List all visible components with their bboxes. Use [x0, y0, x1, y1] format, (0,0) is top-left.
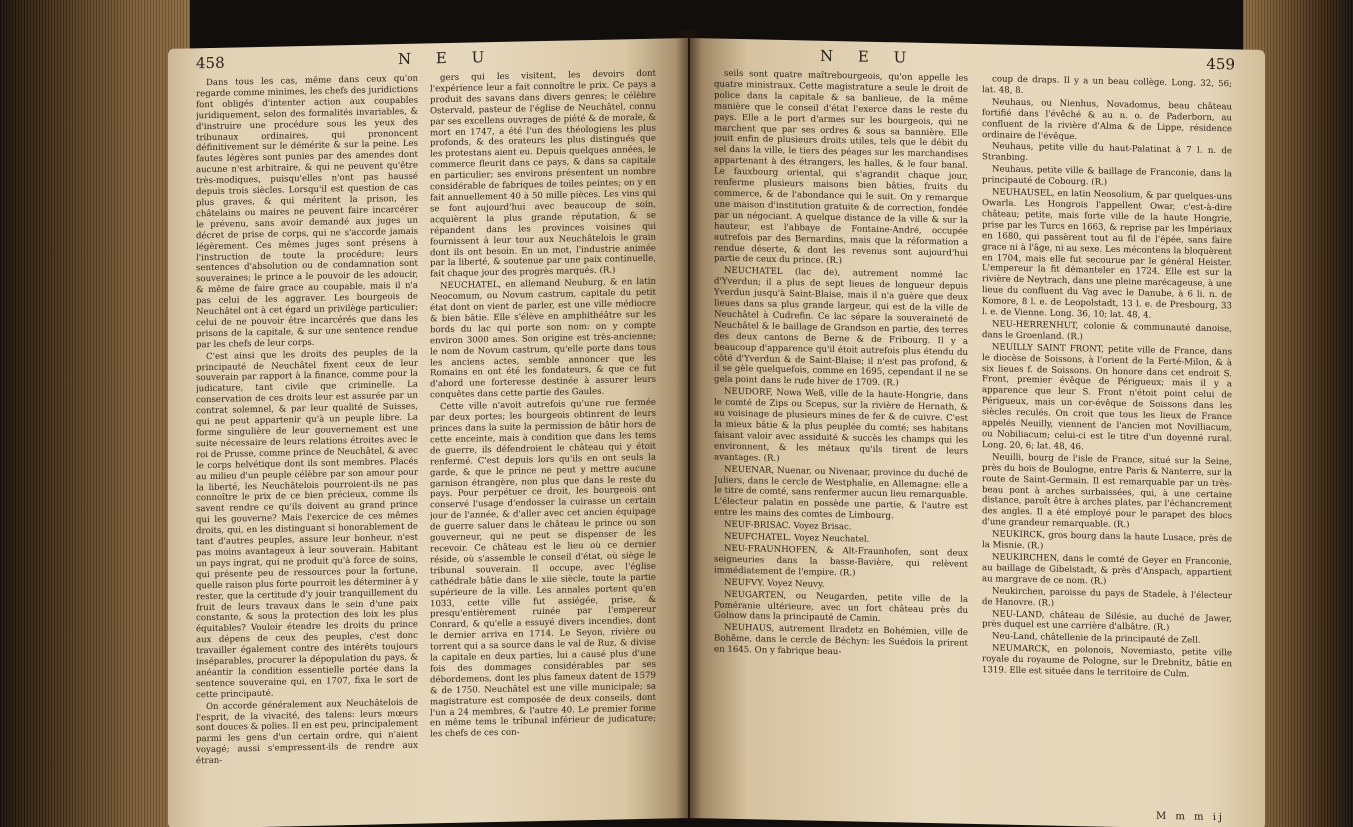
paragraph: C'est ainsi que les droits des peuples de la principauté de Neuchâtel fixent ceux de leur souverain par rapport à la finance, comme pour la judicature, tant civile que criminelle. La conservation de ces droits leur est assurée par un contrat solemnel, & par leur qualité de Suisses, qui ne peut appartenir qu'à un peuple libre. La forme singulière de leur gouvernement est une suite nécessaire de leurs relations étroites avec le roi de Prusse, comme prince de Neuchâtel, & avec le corps helvétique dont ils sont membres. Placés au milieu d'un peuple célèbre par son amour pour la liberté, les Neuchâtelois pourroient-ils ne pas connoître le prix de ce bien précieux, comme ils savent rendre ce qu'ils doivent au grand prince qui les gouverne? Mais l'exercice de ces mêmes droits, qui, en les distinguant si honorablement de tant d'autres peuples, assure leur bonheur, n'est pas moins avantageux à leur souverain. Habitant un pays ingrat, qui ne produit qu'à force de soins, qui présente peu de ressources pour la fortune, quelle raison plus forte pourroit les déterminer à y rester, que la certitude d'y jouir tranquillement du fruit de leurs travaux dans le sein d'une paix constante, & sous la protection des loix les plus équitables? Vouloir étendre les droits du prince aux dépens de ceux des peuples, c'est donc travailler également contre des intérêts toujours inséparables, procurer la dépopulation du pays, & anéantir la condition essentielle portée dans la sentence souveraine qui, en 1707, fixa le sort de cette principauté. [196, 347, 418, 701]
paragraph: NEUCHATEL (lac de), autrement nommé lac d'Yverdun; il a plus de sept lieues de longueur depuis Yverdun jusqu'à Saint-Blaise, mais il n'a guère que deux lieues dans sa plus grande largeur, qui est de la ville de Neuchâtel à Cudrefin. Ce lac sépare la souveraineté de Neuchâtel & le baillage de Grandson en partie, des terres des deux cantons de Berne & de Fribourg. Il y a beaucoup d'apparence qu'il étoit autrefois plus étendu du côté d'Yverdun & de Saint-Blaise; il n'est pas profond, & il se gèle quelquefois, comme en 1695, cependant il ne se gela point dans le rude hiver de 1709. (R.) [714, 266, 968, 389]
left-column-1 [196, 74, 418, 819]
paragraph: Neuilli, bourg de l'isle de France, situé sur la Seine, près du bois de Boulogne, entre Paris & Nanterre, sur la route de Saint-Germain. Il est remarquable par un très-beau pont à arches surbaissées, qui, à une certaine distance, paroît être à arches plates, par l'échancrement des angles. Il a été employé pour le parapet des blocs d'une grandeur remarquable. (R.) [982, 452, 1232, 531]
paragraph: coup de draps. Il y a un beau collège. Long. 32, 56; lat. 48, 8. [982, 74, 1232, 96]
paragraph: NEU-FRAUNHOFEN, & Alt-Fraunhofen, sont deux seigneuries dans la basse-Bavière, qui relèvent immédiatement de l'empire. (R.) [714, 543, 968, 579]
paragraph: NEUHAUS, autrement Ilradetz en Bohémien, ville de Bohême, dans le cercle de Béchyn: les Suédois la prirent en 1645. On y fabrique beau- [714, 623, 968, 658]
left-page-edges [0, 0, 190, 827]
paragraph: NEUILLY SAINT FRONT, petite ville de France, dans le diocèse de Soissons, à l'orient de la Ferté-Milon, & à six lieues f. de Soissons. On honore dans cet endroit S. Front, premier évêque de Périgueux; mais il y a apparence que leur S. Front n'étoit point celui de Périgueux, mais un cor-évêque de Soissons dans les siècles reculés. On croit que tous les lieux de France appelés Neuilly, viennent de l'ancien mot Novilliacum, ou Nobiliacum; celui-ci est le titre d'un doyenné rural. Long. 20, 6; lat. 48, 46. [982, 342, 1232, 453]
paragraph: NEUMARCK, en polonois, Novemiasto, petite ville royale du royaume de Pologne, sur le Drebnitz, bâtie en 1319. Elle est située dans le territoire de Culm. [982, 643, 1232, 680]
paragraph: NEU-HERRENHUT, colonie & communauté danoise, dans le Groenland. (R.) [982, 319, 1232, 343]
paragraph: Neuhaus, petite ville & baillage de Franconie, dans la principauté de Cobourg. (R.) [982, 164, 1232, 188]
right-page [690, 38, 1265, 827]
paragraph: NEUKIRCHEN, dans le comté de Geyer en Franconie, au baillage de Gibelstadt, & près d'Anspach, appartient au margrave de ce nom. (R.) [982, 552, 1232, 587]
paragraph: NEUENAR, Nuenar, ou Nivenaar, province du duché de Juliers, dans le cercle de Westphalie, en Allemagne: elle a le titre de comté, sans renfermer aucun lieu remarquable. L'électeur palatin en possède une partie, & l'autre est entre les mains des comtes de Limbourg. [714, 464, 968, 522]
book-gutter [676, 30, 702, 820]
paragraph: NEUKIRCK, gros bourg dans la haute Lusace, près de la Misnie. (R.) [982, 529, 1232, 552]
paragraph: NEUF-BRISAC. Voyez Brisac. [724, 519, 852, 533]
paragraph: Neuhaus, ou Nienhus, Novadomus, beau château fortifié dans l'évêché & au n. o. de Paderborn, au confluent de la rivière d'Alma & de Lippe, résidence ordinaire de l'évêque. [982, 97, 1232, 142]
paragraph: NEUFCHATEL. Voyez Neuchatel. [724, 531, 870, 545]
paragraph: seils sont quatre maîtrebourgeois, qu'on appelle les quatre ministraux. Cette magistrature a seule le droit de police dans la capitale & sa banlieue, de la même manière que le conseil d'état l'exerce dans le reste du pays. Elle a le port d'armes sur les bourgeois, qui ne marchent que par ses ordres & sous sa bannière. Elle jouit enfin de plusieurs droits utiles, tels que le débit du sel dans la ville, le tiers des péages sur les marchandises appartenant à des étrangers, les halles, & le four banal. Le fauxbourg oriental, qui s'agrandit chaque jour, renferme plusieurs maisons bien bâties, fruits du commerce, & de l'abondance qui le suit. On y remarque une maison d'institution gratuite & de correction, fondée par un négociant. A quelque distance de la ville & sur la hauteur, est l'abbaye de Fontaine-André, occupée autrefois par des Bernardins, mais que la réformation a rendue déserte, & dont les revenus sont aujourd'hui partie de ceux du prince. (R.) [714, 68, 968, 267]
right-column-1 [714, 69, 968, 814]
right-page-number: 459 [1206, 54, 1235, 74]
paragraph: NEUHAUSEL, en latin Neosolium, & par quelques-uns Owarla. Les Hongrois l'appellent Owar, c'est-à-dire château; petite, mais forte ville de la haute Hongrie, prise par les Turcs en 1663, & reprise par les Impériaux en 1680, qui passèrent tout au fil de l'épée, sans faire grace ni à l'âge, ni au sexe. Les mécontens la bloquèrent en 1704, mais elle fut secourue par le général Heister. L'empereur la fit démanteler en 1724. Elle est sur la rivière de Neytrach, dans une pleine marécageuse, à une lieue du confluent du Vag avec le Danube, à 6 li. n. de Komore, 8 l. e. de Leopolstadt, 13 l. e. de Presbourg, 33 l. e. de Vienne. Long. 36, 10; lat. 48, 4. [982, 187, 1232, 321]
left-page [168, 38, 688, 827]
left-page-number: 458 [196, 53, 225, 73]
paragraph: NEUGARTEN, ou Neugarden, petite ville de la Poméranie ultérieure, avec un fort château près du Golnow dans la principauté de Camin. [714, 589, 968, 625]
paragraph: NEUFVY. Voyez Neuvy. [724, 577, 825, 590]
paragraph: Cette ville n'avoit autrefois qu'une rue fermée par deux portes; les bourgeois obtinrent de leurs princes dans la suite la permission de bâtir hors de cette enceinte, mais à condition que dans les tems de guerre, ils défendroient le château qui y étoit renfermé. C'est depuis lors qu'ils en ont seuls la garde, & que le prince ne peut y mettre aucune garnison étrangère, non plus que dans le reste du pays. Pour perpétuer ce droit, les bourgeois ont conservé l'usage d'endosser la cuirasse un certain jour de l'année, & d'aller avec cet ancien équipage de guerre saluer dans le château le prince ou son gouverneur, qui ne peut se dispenser de les recevoir. Ce château est le lieu où ce dernier réside, où s'assemble le conseil d'état, où siège le tribunal souverain. Il occupe, avec l'église cathédrale bâtie dans le xiie siècle, toute la partie supérieure de la ville. Les annales portent qu'en 1033, cette ville fut assiégée, prise, & presqu'entièrement ruinée par l'empereur Conrard, & qu'elle a essuyé divers incendies, dont le dernier arriva en 1714. Le Seyon, rivière ou torrent qui a sa source dans le val de Ruz, & divise la capitale en deux parties, lui a causé plus d'une fois des dommages considérables par ses débordemens, dont les plus fameux datent de 1579 & de 1750. Neuchâtel est une ville municipale; sa magistrature est composée de deux conseils, dont l'un a 24 membres, & l'autre 40. Le premier forme en même tems le tribunal inférieur de judicature; les chefs de ces con- [430, 397, 656, 740]
paragraph: Dans tous les cas, même dans ceux qu'on regarde comme minimes, les chefs des juridictions font obligés d'intenter action aux coupables juridiquement, selon des formalités invariables, & d'instruire une procédure sous les yeux des tribunaux ordinaires, qui prononcent définitivement sur le démérite & sur la peine. Les fautes légères sont punies par des amendes dont aucune n'est arbitraire, & qui ne peuvent qu'être très-modiques, puisqu'elles n'ont pas haussé depuis trois siècles. Lorsqu'il est question de cas plus graves, & qui méritent la prison, les châtelains ou maires ne peuvent faire incarcérer le prévenu, sans avoir demandé aux juges un décret de prise de corps, qui ne s'accorde jamais légèrement. Ces mêmes juges sont présens à l'instruction de toute la procédure; leurs sentences d'absolution ou de condamnation sont souveraines; le prince a le pouvoir de les adoucir, & même de faire grace au coupable, mais il n'a pas celui de les aggraver. Les bourgeois de Neuchâtel ont à cet égard un privilège particulier; celui de ne pouvoir être incarcérés que dans les prisons de la capitale, & sur une sentence rendue par les chefs de leur corps. [196, 73, 418, 351]
left-running-header: N E U [398, 48, 495, 69]
paragraph: Neuhaus, petite ville du haut-Palatinat à 7 l. n. de Stranbing. [982, 141, 1232, 164]
paragraph: Neukirchen, paroisse du pays de Stadele, à l'électeur de Hanovre. (R.) [982, 586, 1232, 609]
paragraph: Neu-Land, châtellenie de la principauté de Zell. [992, 631, 1201, 647]
paragraph: NEUDORF, Nowa Weß, ville de la haute-Hongrie, dans le comté de Zips ou Scepus, sur la rivière de Hernath, & au voisinage de plusieurs mines de fer & de cuivre. C'est la mieux bâtie & la plus peuplée du comté; ses habitans faisant valoir avec assiduité & succès les champs qui les environnent, & les métaux qu'ils tirent de leurs avantages. (R.) [714, 386, 968, 464]
paragraph: gers qui les visitent, les devoirs dont l'expérience leur a fait connoître le prix. Ce pays a produit des savans dans divers genres; le célèbre Ostervald, pasteur de l'église de Neuchâtel, connu par ses excellens ouvrages de piété & de morale, & mort en 1747, a été l'un des théologiens les plus profonds, & des orateurs les plus distingués que les protestans aient eu. Depuis quelques années, le commerce fleurit dans ce pays, & dans sa capitale en particulier; ses environs présentent un nombre considérable de fabriques de toiles peintes; on y en fait annuellement 40 à 50 mille pièces. Les vins qui se font aujourd'hui avec beaucoup de soin, acquièrent la plus grande réputation, & se répandent dans les provinces voisines qui fournissent à leur tour aux Neuchâtelois le grain dont ils ont besoin. En un mot, l'industrie animée par la liberté, & soutenue par une paix continuelle, fait chaque jour des progrès marqués. (R.) [430, 68, 656, 280]
signature-mark: M m m ij [1155, 810, 1225, 824]
paragraph: NEUCHATEL, en allemand Neuburg, & en latin Neocomum, ou Novum castrum, capitale du petit état dont on vient de parler, est une ville médiocre & bien bâtie. Elle s'élève en amphithéâtre sur les bords du lac qui porte son nom: on y compte environ 3000 ames. Son origine est très-ancienne; le nom de Novum castrum, qu'elle porte dans tous les anciens actes, semble annoncer que les Romains en ont été les fondateurs, & que ce fut d'abord une forteresse destinée à assurer leurs conquêtes dans cette partie des Gaules. [430, 276, 656, 401]
paragraph: NEU-LAND, château de Silésie, au duché de Jawer, près duquel est une carrière d'albâtre. (R.) [982, 608, 1232, 634]
right-column-2 [982, 74, 1232, 819]
right-running-header: N E U [820, 46, 917, 67]
paragraph: On accorde généralement aux Neuchâtelois de l'esprit, de la vivacité, des talens: leurs mœurs sont douces & polies. Il en est peu, principalement parmi les gens d'un certain ordre, qui n'aient voyagé; aussi s'empressent-ils de rendre aux étran- [196, 697, 418, 767]
left-column-2 [430, 69, 656, 814]
